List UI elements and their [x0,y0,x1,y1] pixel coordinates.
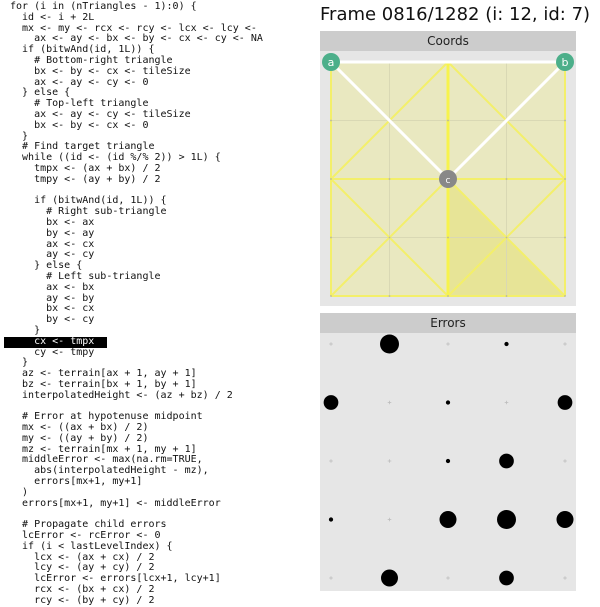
error-marker [381,570,398,587]
grid-point [506,295,508,297]
code-line: bx <- by <- cx <- tileSize [10,65,191,77]
error-marker [497,510,516,529]
code-line: # Bottom-right triangle [10,54,173,66]
code-line: } [10,357,29,369]
grid-point [564,295,566,297]
code-line: ay <- cy [10,249,95,261]
code-line: lcx <- (ax + cx) / 2 [10,551,155,563]
error-cell-empty [388,401,392,405]
code-line: errors[mx+1, my+1] <- middleError [10,497,221,509]
grid-point [389,178,391,180]
code-line: ax <- bx [10,281,95,293]
grid-point [447,120,449,122]
code-line: middleError <- max(na.rm=TRUE, [10,454,203,466]
code-line: ax <- ay <- cy <- tileSize [10,108,191,120]
grid-point [389,295,391,297]
vertex-c [439,170,457,188]
code-line: bx <- ax [10,216,95,228]
code-line: tmpy <- (ay + by) / 2 [10,173,161,185]
coords-panel-title: Coords [320,31,576,51]
code-line: ) [10,486,29,498]
code-line: # Find target triangle [10,141,155,153]
error-marker [329,517,333,521]
code-line: abs(interpolatedHeight - mz), [10,465,209,477]
code-line: for (i in (nTriangles - 1):0) { [10,1,197,12]
error-cell-empty [446,576,450,580]
grid-point [389,237,391,239]
errors-plot [320,333,576,591]
error-cell-empty [563,576,567,580]
errors-panel-title: Errors [320,313,576,333]
code-line: bz <- terrain[bx + 1, by + 1] [10,378,197,390]
code-line: } [10,324,41,336]
code-line: id <- i + 2L [10,11,95,23]
code-line: tmpx <- (ax + bx) / 2 [10,162,161,174]
code-line: by <- ay [10,227,95,239]
grid-point [506,237,508,239]
code-line: rcy <- (by + cy) / 2 [10,594,155,606]
code-line: my <- ((ay + by) / 2) [10,432,149,444]
grid-point [330,237,332,239]
error-cell-empty [388,459,392,463]
code-line: ax <- cx [10,238,95,250]
code-line: # Right sub-triangle [10,206,167,218]
grid-point [447,295,449,297]
grid-point [330,295,332,297]
code-line: while ((id <- (id %/% 2)) > 1L) { [10,152,221,164]
vertex-a [322,53,340,71]
code-line: if (i < lastLevelIndex) { [10,540,173,552]
coords-panel [320,31,576,306]
code-line-current: cx <- tmpx [4,337,107,348]
error-marker [499,571,514,586]
code-line: } else { [10,87,71,99]
grid-point [564,178,566,180]
error-cell-empty [329,459,333,463]
code-line: # Error at hypotenuse midpoint [10,411,203,423]
vertex-label: a [327,56,335,69]
code-line: mx <- my <- rcx <- rcy <- lcx <- lcy <- [10,22,257,34]
code-line: by <- cy [10,314,95,326]
code-line: cy <- tmpy [10,346,95,358]
code-listing [10,2,263,607]
grid-point [564,120,566,122]
code-line: if (bitwAnd(id, 1L)) { [10,44,155,56]
code-line: lcError <- errors[lcx+1, lcy+1] [10,573,221,585]
code-line: } else { [10,260,83,272]
error-cell-empty [563,342,567,346]
error-marker [446,459,450,463]
code-line: } [10,130,29,142]
error-marker [499,454,514,469]
error-marker [440,511,457,528]
code-line: # Propagate child errors [10,519,167,531]
code-line: # Left sub-triangle [10,270,161,282]
frame-title: Frame 0816/1282 (i: 12, id: 7) [320,4,591,25]
code-line: mz <- terrain[mx + 1, my + 1] [10,443,197,455]
code-line: az <- terrain[ax + 1, ay + 1] [10,368,197,380]
error-cell-empty [563,459,567,463]
grid-point [564,237,566,239]
code-line: ax <- ay <- cy <- 0 [10,76,149,88]
errors-panel [320,313,576,591]
grid-point [330,178,332,180]
vertex-b [556,53,574,71]
error-cell-empty [388,518,392,522]
code-line: ax <- ay <- bx <- by <- cx <- cy <- NA [10,33,263,45]
code-line: lcError <- rcError <- 0 [10,530,161,542]
code-line: interpolatedHeight <- (az + bz) / 2 [10,389,233,401]
error-cell-empty [329,576,333,580]
code-line: bx <- cx [10,303,95,315]
grid-point [330,120,332,122]
error-cell-empty [329,342,333,346]
grid-point [447,237,449,239]
code-line: if (bitwAnd(id, 1L)) { [10,195,167,207]
coords-plot [320,51,576,306]
vertex-label: b [561,56,569,69]
code-line: errors[mx+1, my+1] [10,476,143,488]
error-marker [557,511,574,528]
code-line: bx <- by <- cx <- 0 [10,119,149,131]
error-cell-empty [446,342,450,346]
grid-point [506,178,508,180]
error-marker [504,342,508,346]
code-line: # Top-left triangle [10,98,149,110]
code-line: mx <- ((ax + bx) / 2) [10,422,149,434]
error-marker [558,395,573,410]
error-marker [324,395,339,410]
error-marker [380,335,399,354]
error-marker [446,400,450,404]
code-line: rcx <- (bx + cx) / 2 [10,584,155,596]
code-line: ay <- by [10,292,95,304]
vertex-label: c [445,176,451,186]
code-line: lcy <- (ay + cy) / 2 [10,562,155,574]
error-cell-empty [505,401,509,405]
